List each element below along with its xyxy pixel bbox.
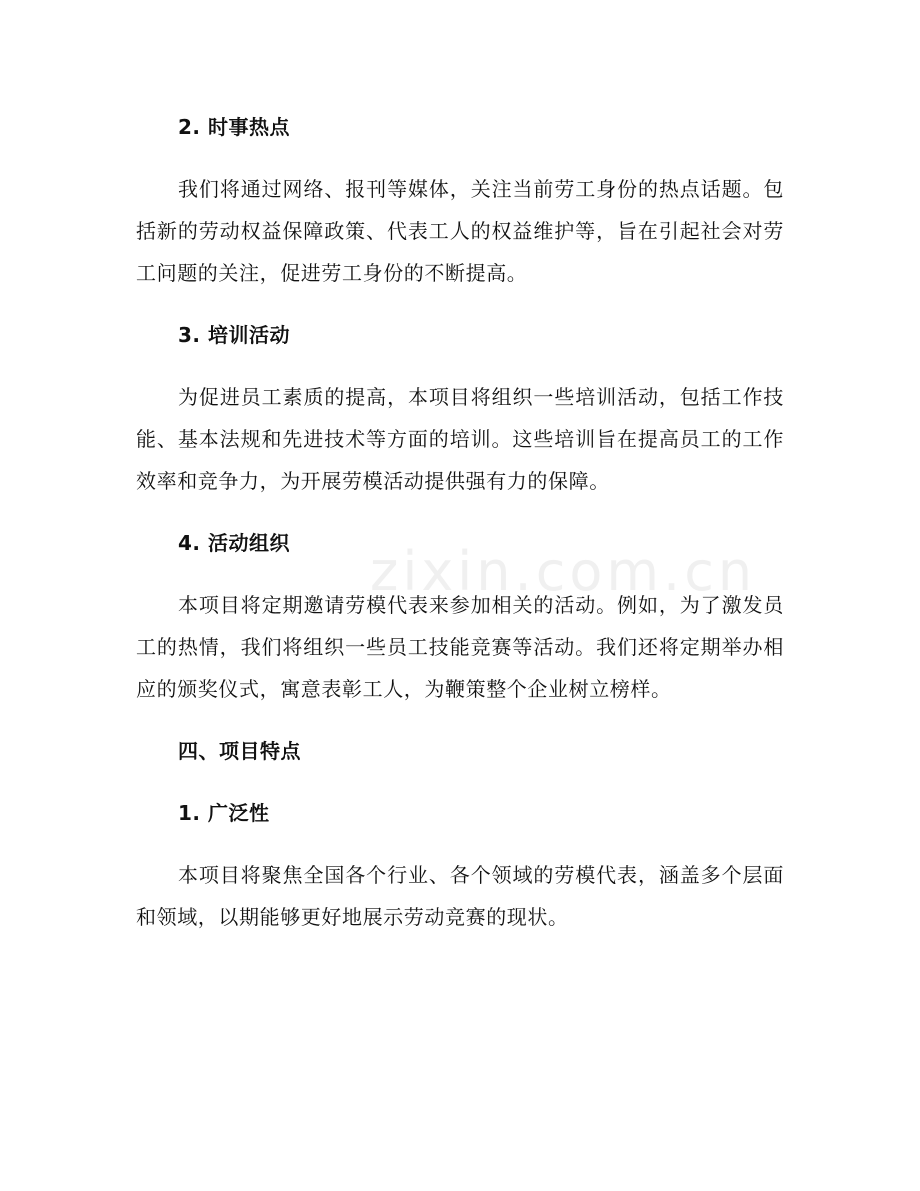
section-heading-training: 3. 培训活动 bbox=[178, 323, 290, 347]
document-body bbox=[136, 106, 784, 958]
section-heading-activity-organization: 4. 活动组织 bbox=[178, 531, 290, 555]
paragraph-activity-organization: 本项目将定期邀请劳模代表来参加相关的活动。例如，为了激发员工的热情，我们将组织一些员工技能竞赛等活动。我们还将定期举办相应的颁奖仪式，寓意表彰工人，为鞭策整个企业树立榜样。 bbox=[136, 593, 784, 701]
watermark: zixin.com.cn bbox=[370, 540, 757, 603]
section-heading-current-hotspots: 2. 时事热点 bbox=[178, 115, 290, 139]
paragraph-breadth: 本项目将聚焦全国各个行业、各个领域的劳模代表，涵盖多个层面和领域，以期能够更好地展示劳动竞赛的现状。 bbox=[136, 863, 784, 929]
section-heading-breadth: 1. 广泛性 bbox=[178, 801, 270, 825]
paragraph-current-hotspots: 我们将通过网络、报刊等媒体，关注当前劳工身份的热点话题。包括新的劳动权益保障政策、代表工人的权益维护等，旨在引起社会对劳工问题的关注，促进劳工身份的不断提高。 bbox=[136, 177, 784, 285]
paragraph-training: 为促进员工素质的提高，本项目将组织一些培训活动，包括工作技能、基本法规和先进技术等方面的培训。这些培训旨在提高员工的工作效率和竞争力，为开展劳模活动提供强有力的保障。 bbox=[136, 385, 784, 493]
chapter-heading-project-features: 四、项目特点 bbox=[178, 739, 301, 763]
